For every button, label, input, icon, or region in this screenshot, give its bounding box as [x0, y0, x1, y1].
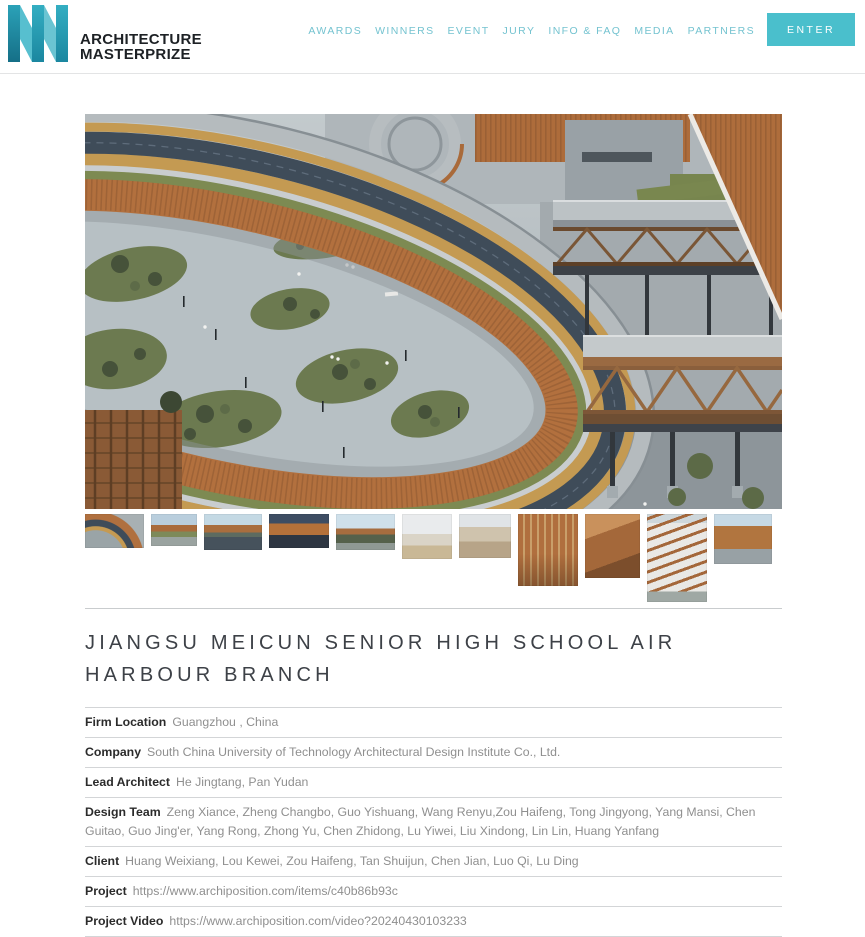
thumbnail-aerial-ring-courtyard[interactable] — [85, 514, 144, 548]
detail-row-lead-architect — [85, 767, 782, 797]
thumbnail-courtyard-facade-stairs[interactable] — [518, 514, 578, 586]
project-hero-image — [85, 114, 782, 509]
project-page — [85, 114, 782, 937]
nav-link-awards[interactable]: AWARDS — [308, 25, 363, 37]
thumbnail-hall-interior[interactable] — [459, 514, 511, 558]
thumbnail-campus-trees[interactable] — [336, 514, 395, 550]
nav-link-winners[interactable]: WINNERS — [375, 25, 435, 37]
hero-photo-illustration — [85, 114, 782, 509]
project-title: JIANGSU MEICUN SENIOR HIGH SCHOOL AIR HARBOUR BRANCH — [85, 632, 677, 686]
nav-link-info-faq[interactable]: INFO & FAQ — [548, 25, 622, 37]
detail-label: Lead Architect — [85, 775, 170, 790]
gallery-divider — [85, 608, 782, 609]
thumbnail-atrium-interior[interactable] — [402, 514, 452, 559]
gallery-thumbnails — [85, 514, 782, 602]
project-details — [85, 707, 782, 937]
brand-name — [80, 32, 202, 62]
detail-label: Project — [85, 884, 127, 899]
brand-line2: MASTERPRIZE — [80, 46, 191, 63]
detail-value: Guangzhou , China — [172, 715, 279, 729]
detail-row-design-team — [85, 797, 782, 846]
thumbnail-facade-at-dusk[interactable] — [269, 514, 329, 548]
amp-logo-icon — [8, 5, 72, 62]
detail-value: Zeng Xiance, Zheng Changbo, Guo Yishuang, Wang Renyu,Zou Haifeng, Tong Jingyong, Yang Mansi, Chen Guitao, Guo Jing'er, Yang Rong, Zhong Yu, Chen Zhidong, Lu Yiwei, Liu Xindong, Lin Lin, Huang Yanfang — [85, 805, 756, 839]
thumbnail-street-elevation[interactable] — [714, 514, 772, 564]
thumbnail-stair-tower[interactable] — [647, 514, 707, 602]
detail-row-client — [85, 846, 782, 876]
detail-row-company — [85, 737, 782, 767]
detail-label: Client — [85, 854, 120, 869]
detail-value: Huang Weixiang, Lou Kewei, Zou Haifeng, Tan Shuijun, Chen Jian, Luo Qi, Lu Ding — [125, 854, 579, 869]
detail-row-firm-location — [85, 707, 782, 737]
detail-row-project-video-url — [85, 906, 782, 937]
detail-value: He Jingtang, Pan Yudan — [175, 775, 309, 790]
nav-link-jury[interactable]: JURY — [502, 25, 536, 37]
detail-value: South China University of Technology Architectural Design Institute Co., Ltd. — [147, 745, 561, 760]
site-header — [0, 0, 865, 74]
project-url-link[interactable]: https://www.archiposition.com/items/c40b86b93c — [132, 884, 398, 899]
detail-label: Design Team — [85, 805, 161, 820]
nav-link-media[interactable]: MEDIA — [634, 25, 675, 37]
detail-label: Project Video — [85, 914, 164, 929]
enter-button[interactable]: ENTER — [767, 13, 855, 46]
nav-link-partners[interactable]: PARTNERS — [687, 25, 755, 37]
brand-line1: ARCHITECTURE — [80, 31, 202, 48]
nav-link-event[interactable]: EVENT — [447, 25, 490, 37]
thumbnail-aerial-campus-pond[interactable] — [204, 514, 262, 550]
detail-label: Company — [85, 745, 142, 760]
brand-logo-link[interactable] — [8, 5, 202, 62]
thumbnail-elevated-walkway[interactable] — [151, 514, 197, 546]
main-nav — [308, 25, 755, 37]
detail-label: Firm Location — [85, 715, 167, 729]
project-video-url-link[interactable]: https://www.archiposition.com/video?20240430103233 — [169, 914, 467, 929]
detail-row-project-url — [85, 876, 782, 906]
thumbnail-stair-facade-closeup[interactable] — [585, 514, 640, 578]
